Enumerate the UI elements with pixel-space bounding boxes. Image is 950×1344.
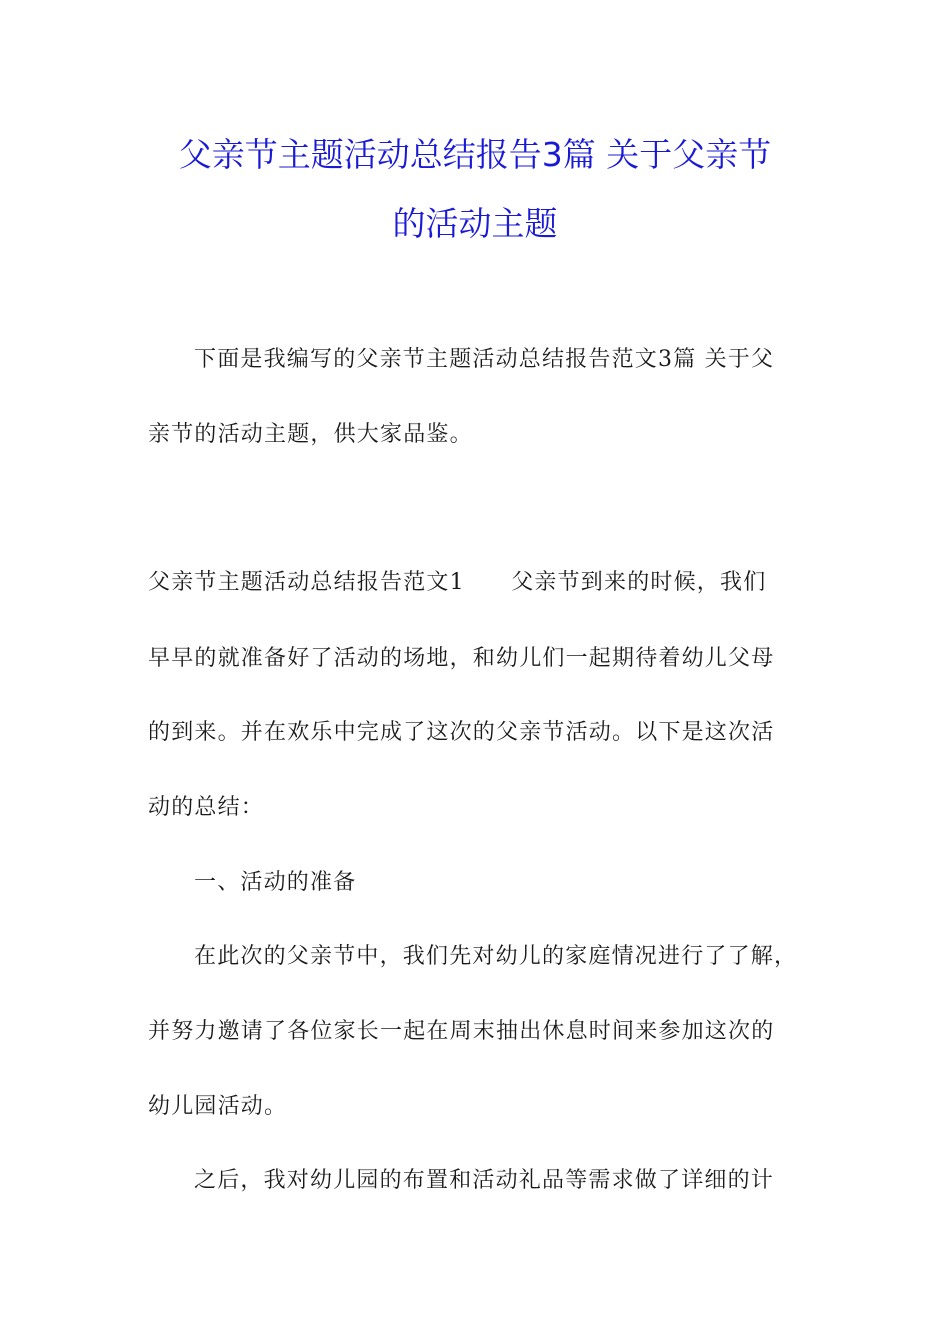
body-line-4: 动的总结： [148, 795, 265, 820]
body-line-8: 幼儿园活动。 [148, 1094, 288, 1119]
body-line-2: 早早的就准备好了活动的场地，和幼儿们一起期待着幼儿父母 [148, 646, 775, 671]
intro-line-2: 亲节的活动主题，供大家品鉴。 [148, 422, 473, 447]
document-title-line-1: 父亲节主题活动总结报告3篇 关于父亲节 [178, 135, 772, 174]
body-line-7: 并努力邀请了各位家长一起在周末抽出休息时间来参加这次的 [148, 1019, 775, 1044]
body-line-6: 在此次的父亲节中，我们先对幼儿的家庭情况进行了了解， [194, 944, 798, 969]
body-line-1: 父亲节主题活动总结报告范文1 父亲节到来的时候，我们 [148, 570, 767, 595]
body-line-9: 之后，我对幼儿园的布置和活动礼品等需求做了详细的计 [194, 1168, 775, 1193]
document-title-line-2: 的活动主题 [392, 204, 558, 243]
intro-line-1: 下面是我编写的父亲节主题活动总结报告范文3篇 关于父 [194, 347, 775, 372]
section-heading-preparation: 一、活动的准备 [194, 870, 357, 895]
body-line-3: 的到来。并在欢乐中完成了这次的父亲节活动。以下是这次活 [148, 720, 775, 745]
